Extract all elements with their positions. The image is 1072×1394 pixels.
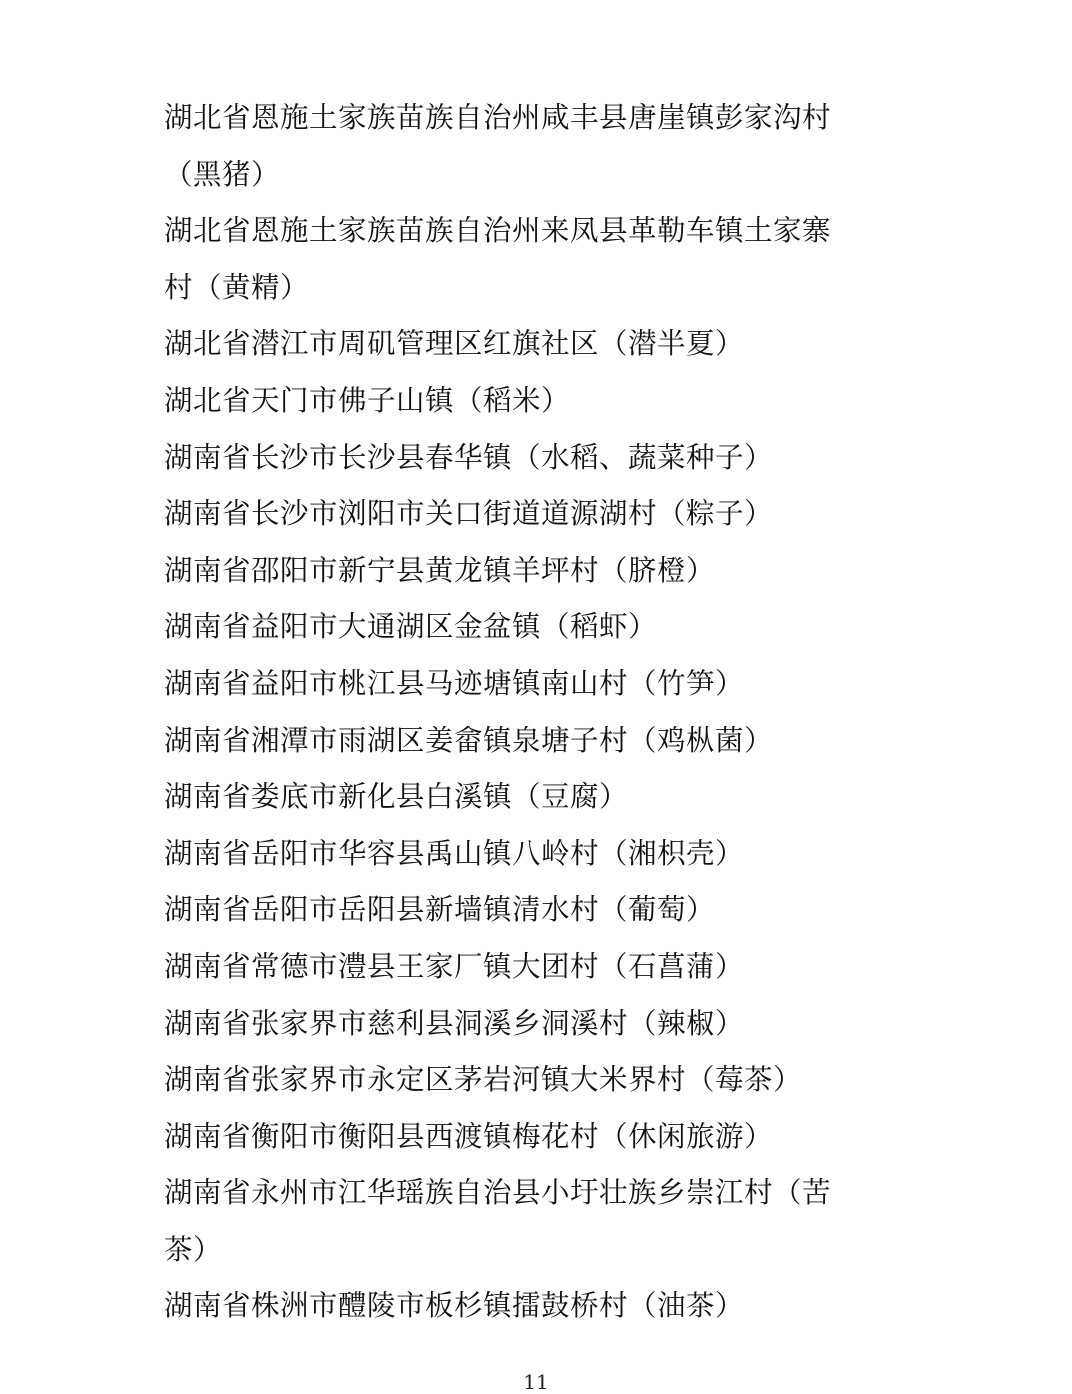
list-item: 湖南省永州市江华瑶族自治县小圩壮族乡崇江村（苦茶） <box>164 1176 832 1266</box>
list-item: 湖南省邵阳市新宁县黄龙镇羊坪村（脐橙） <box>164 553 716 587</box>
list-item: 湖南省长沙市长沙县春华镇（水稻、蔬菜种子） <box>164 440 774 474</box>
list-item: 湖南省株洲市醴陵市板杉镇擂鼓桥村（油茶） <box>164 1289 745 1323</box>
list-item: 湖南省益阳市大通湖区金盆镇（稻虾） <box>164 610 658 644</box>
list-item: 湖南省湘潭市雨湖区姜畲镇泉塘子村（鸡枞菌） <box>164 723 774 757</box>
list-item: 湖北省潜江市周矶管理区红旗社区（潜半夏） <box>164 327 745 361</box>
list-item: 湖南省岳阳市华容县禹山镇八岭村（湘枳壳） <box>164 836 745 870</box>
list-item: 湖南省岳阳市岳阳县新墙镇清水村（葡萄） <box>164 893 716 927</box>
list-item: 湖南省益阳市桃江县马迹塘镇南山村（竹笋） <box>164 666 745 700</box>
list-item: 湖南省衡阳市衡阳县西渡镇梅花村（休闲旅游） <box>164 1119 774 1153</box>
list-item: 湖南省娄底市新化县白溪镇（豆腐） <box>164 780 629 814</box>
list-item: 湖北省天门市佛子山镇（稻米） <box>164 383 571 417</box>
list-item: 湖南省常德市澧县王家厂镇大团村（石菖蒲） <box>164 949 745 983</box>
village-list <box>164 90 854 1335</box>
list-item: 湖南省张家界市永定区茅岩河镇大米界村（莓茶） <box>164 1063 803 1097</box>
list-item: 湖北省恩施土家族苗族自治州咸丰县唐崖镇彭家沟村（黑猪） <box>164 101 832 191</box>
page-number: 11 <box>523 1370 549 1394</box>
list-item: 湖北省恩施土家族苗族自治州来凤县革勒车镇土家寨村（黄精） <box>164 214 832 304</box>
list-item: 湖南省张家界市慈利县洞溪乡洞溪村（辣椒） <box>164 1006 745 1040</box>
list-item: 湖南省长沙市浏阳市关口街道道源湖村（粽子） <box>164 497 774 531</box>
